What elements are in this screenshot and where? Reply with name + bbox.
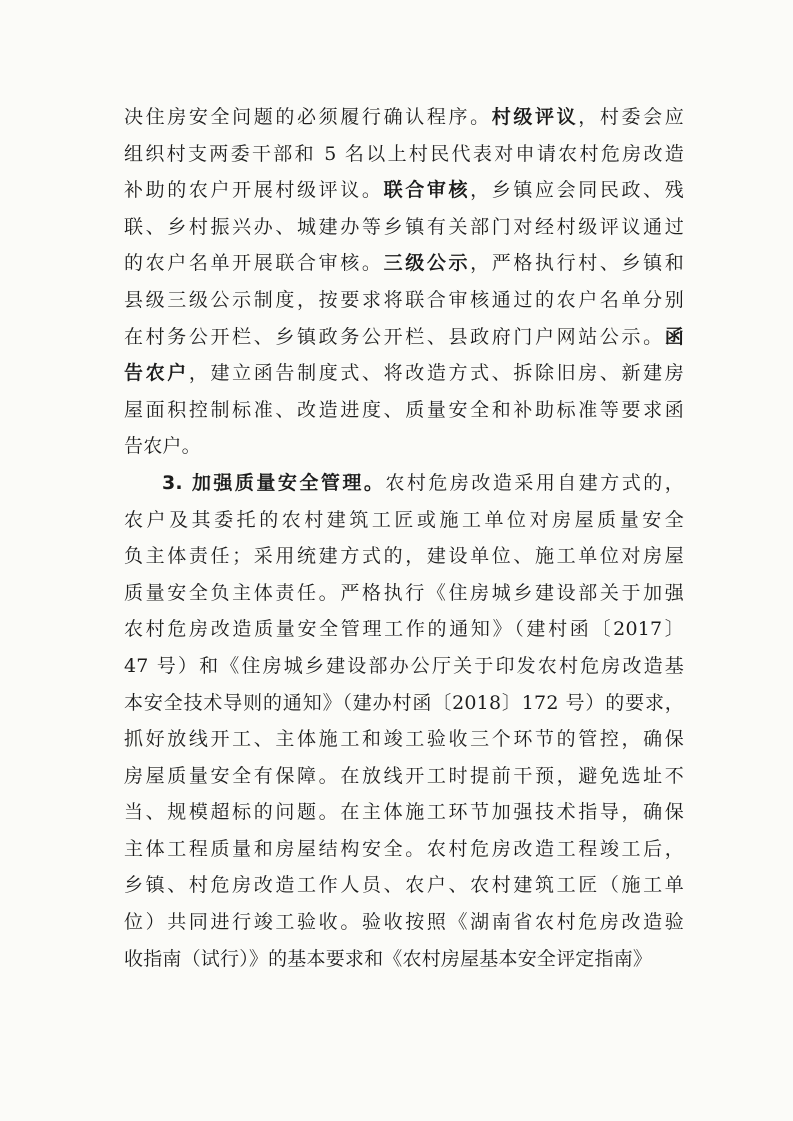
text-segment: 农村危房改造采用自建方式的， — [385, 471, 684, 494]
text-segment: 的农户名单开展联合审核。 — [124, 252, 384, 275]
text-line — [124, 355, 684, 392]
text-segment: 主体工程质量和房屋结构安全。农村危房改造工程竣工后， — [124, 837, 684, 860]
text-segment: 联、乡村振兴办、城建办等乡镇有关部门对经村级评议通过 — [124, 215, 684, 238]
text-line — [124, 172, 684, 209]
text-segment: 组织村支两委干部和 5 名以上村民代表对申请农村危房改造 — [124, 142, 684, 165]
text-line — [124, 392, 684, 429]
text-segment: 本安全技术导则的通知》（建办村函〔2018〕172 号）的要求， — [124, 691, 684, 714]
text-line — [124, 941, 684, 978]
text-segment: ，严格执行村、乡镇和 — [470, 252, 684, 275]
text-segment: 农户及其委托的农村建筑工匠或施工单位对房屋质量安全 — [124, 508, 684, 531]
text-segment: 位）共同进行竣工验收。验收按照《湖南省农村危房改造验 — [124, 911, 684, 934]
paragraph — [124, 465, 684, 977]
bold-text-segment: 联合审核 — [383, 179, 471, 202]
text-segment: ，乡镇应会同民政、残 — [470, 179, 684, 202]
text-line — [124, 721, 684, 758]
text-line — [124, 867, 684, 904]
text-segment: 屋面积控制标准、改造进度、质量安全和补助标准等要求函 — [124, 398, 684, 421]
text-segment: ，建立函告制度式、将改造方式、拆除旧房、新建房 — [188, 362, 684, 385]
text-segment: 告农户。 — [124, 435, 201, 458]
text-line — [124, 794, 684, 831]
text-segment: 47 号）和《住房城乡建设部办公厅关于印发农村危房改造基 — [124, 654, 684, 677]
text-segment: 负主体责任；采用统建方式的，建设单位、施工单位对房屋 — [124, 545, 684, 568]
text-segment: 乡镇、村危房改造工作人员、农户、农村建筑工匠（施工单 — [124, 874, 684, 897]
text-segment: 决住房安全问题的必须履行确认程序。 — [124, 106, 492, 128]
text-line — [124, 758, 684, 795]
bold-text-segment: 告农户 — [124, 362, 189, 385]
text-segment: ，村委会应 — [578, 106, 684, 128]
text-line — [124, 428, 684, 465]
text-segment: 质量安全负主体责任。严格执行《住房城乡建设部关于加强 — [124, 581, 684, 604]
bold-text-segment: 函 — [664, 325, 684, 348]
bold-text-segment: 三级公示 — [383, 252, 471, 275]
text-line — [124, 282, 684, 319]
text-line — [124, 136, 684, 173]
text-line — [124, 245, 684, 282]
text-line — [124, 575, 684, 612]
text-segment: 县级三级公示制度，按要求将联合审核通过的农户名单分别 — [124, 288, 684, 311]
text-line — [124, 319, 684, 356]
text-line — [124, 904, 684, 941]
text-line — [124, 538, 684, 575]
bold-text-segment: 3. 加强质量安全管理。 — [162, 471, 386, 494]
text-segment: 抓好放线开工、主体施工和竣工验收三个环节的管控，确保 — [124, 728, 684, 751]
text-line — [124, 465, 684, 502]
text-line — [124, 611, 684, 648]
text-line — [124, 502, 684, 539]
text-line — [124, 831, 684, 868]
text-segment: 在村务公开栏、乡镇政务公开栏、县政府门户网站公示。 — [124, 325, 665, 348]
text-segment: 当、规模超标的问题。在主体施工环节加强技术指导，确保 — [124, 801, 684, 824]
text-line — [124, 685, 684, 722]
text-line — [124, 209, 684, 246]
text-line — [124, 99, 684, 136]
paragraph — [124, 99, 684, 465]
text-segment: 农村危房改造质量安全管理工作的通知》（建村函〔2017〕 — [124, 618, 684, 641]
document-page — [124, 99, 684, 977]
text-segment: 房屋质量安全有保障。在放线开工时提前干预，避免选址不 — [124, 764, 684, 787]
text-segment: 收指南（试行）》的基本要求和《农村房屋基本安全评定指南》 — [124, 947, 653, 970]
text-line — [124, 648, 684, 685]
text-segment: 补助的农户开展村级评议。 — [124, 179, 384, 202]
bold-text-segment: 村级评议 — [491, 106, 579, 128]
